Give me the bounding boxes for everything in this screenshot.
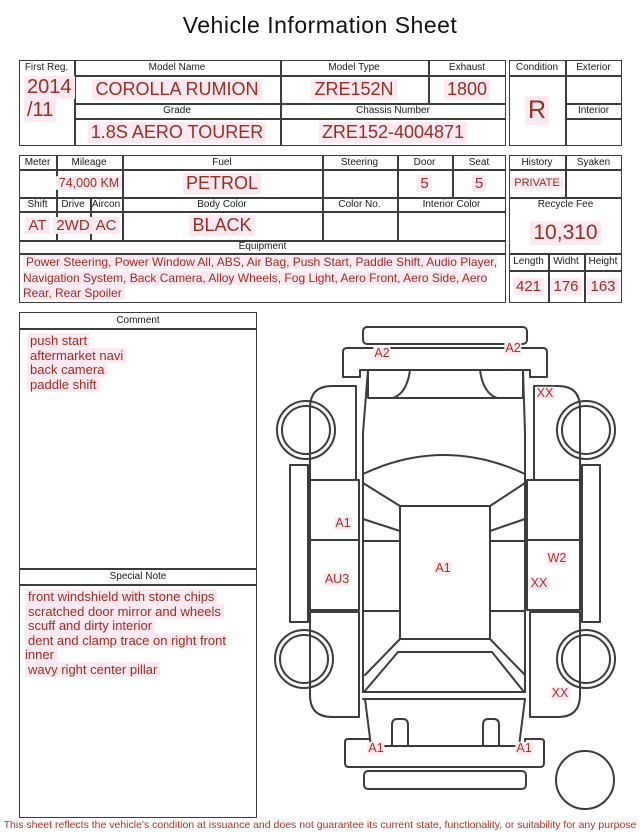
damage-label-roof: A1	[435, 560, 451, 575]
rear-fender-left	[310, 612, 359, 717]
front-wheel-left	[277, 401, 335, 459]
grid-line	[19, 328, 257, 330]
hood-arc-right	[480, 370, 497, 398]
drive-value: 2WD	[56, 211, 90, 240]
special-note-header: Special Note	[109, 570, 167, 582]
damage-label-front-bumper-left: A2	[374, 345, 390, 360]
front-wheel-right	[557, 401, 615, 459]
comment-line: push start	[27, 334, 249, 349]
first-reg-year: 2014	[24, 76, 75, 99]
comment-line: back camera	[27, 363, 249, 378]
damage-label-rear-door-right: XX	[530, 575, 548, 590]
comment-line: paddle shift	[27, 378, 249, 393]
recycle-fee-value: 10,310	[509, 212, 622, 253]
body-side-right	[523, 370, 525, 692]
rear-window	[364, 652, 524, 692]
steering-label: Steering	[340, 156, 379, 168]
condition-value: R	[509, 75, 565, 146]
fuel-value: PETROL	[122, 169, 322, 197]
car-damage-diagram	[270, 308, 638, 813]
special-note-line: front windshield with stone chips	[25, 590, 251, 605]
damage-label-rear-bumper-left: A1	[368, 740, 384, 755]
width-label: Widht	[553, 256, 579, 267]
body-side-left	[363, 370, 368, 692]
rear-deck-lines	[363, 692, 525, 699]
history-label: History	[521, 156, 553, 168]
damage-label-rear-door-right-upper: W2	[547, 550, 567, 565]
color-no-label: Color No.	[338, 198, 381, 210]
front-bumper-top	[363, 327, 527, 344]
seat-label: Seat	[468, 156, 490, 168]
rear-fender-right	[530, 612, 580, 717]
fuel-label: Fuel	[212, 156, 232, 168]
rear-bumper-bottom	[364, 771, 526, 789]
special-note-line: scuff and dirty interior	[25, 619, 251, 634]
rocker-panel-right	[582, 465, 600, 622]
grade-label: Grade	[163, 105, 191, 116]
footer-disclaimer: This sheet reflects the vehicle's condition at issuance and does not guarantee its current state, functionality, or suitability for any purpose	[3, 819, 637, 831]
model-type-value: ZRE152N	[280, 75, 428, 103]
special-note-lines	[25, 590, 251, 677]
mileage-value: 74,000 KM	[56, 169, 122, 197]
damage-label-front-fender-right: XX	[536, 385, 554, 400]
door-label: Door	[413, 156, 436, 168]
equipment-value: Power Steering, Power Window All, ABS, Air Bag, Push Start, Paddle Shift, Audio Player, Navigation System, Back Camera, Alloy Wheels, Fog Light, Aero Front, Aero Side, Aero Rear, Rear Spoiler	[23, 255, 497, 300]
exhaust-label: Exhaust	[448, 62, 486, 73]
history-value: PRIVATE	[509, 169, 565, 197]
interior-label: Interior	[577, 105, 610, 116]
rear-wheel-left	[275, 630, 333, 688]
height-value: 163	[584, 270, 622, 303]
damage-label-rear-bumper-right: A1	[516, 740, 532, 755]
equipment-label: Equipment	[238, 241, 287, 252]
first-reg-label: First Reg.	[24, 62, 69, 73]
model-name-value: COROLLA RUMION	[74, 75, 280, 103]
grid-line	[565, 118, 622, 120]
rear-wheel-left-rim	[280, 635, 328, 683]
shift-label: Shift	[27, 198, 48, 210]
front-wheel-right-rim	[562, 406, 610, 454]
exhaust-value: 1800	[428, 75, 506, 103]
model-name-label: Model Name	[148, 62, 206, 73]
c-pillars	[365, 639, 525, 675]
height-label: Height	[588, 256, 618, 267]
recycle-fee-label: Recycle Fee	[537, 199, 594, 210]
page-title: Vehicle Information Sheet	[182, 12, 458, 38]
front-wheel-left-rim	[282, 406, 330, 454]
chassis-number-label: Chassis Number	[356, 105, 430, 116]
front-door-right	[527, 480, 580, 540]
chassis-number-value: ZRE152-4004871	[280, 118, 506, 146]
dashboard-line	[363, 483, 525, 506]
interior-color-label: Interior Color	[422, 198, 481, 210]
hood-cowl	[368, 370, 523, 398]
condition-label: Condition	[515, 62, 559, 73]
damage-label-rear-fender-right: XX	[551, 685, 569, 700]
exterior-label: Exterior	[576, 62, 611, 73]
hood-arc-left	[393, 370, 410, 398]
side-window-dividers	[363, 541, 525, 611]
model-type-label: Model Type	[328, 62, 380, 73]
length-value: 421	[509, 270, 548, 303]
mileage-label: Mileage	[71, 156, 107, 168]
aircon-value: AC	[90, 211, 122, 240]
meter-label: Meter	[24, 156, 51, 168]
grid-line	[19, 584, 257, 586]
length-label: Length	[513, 256, 544, 267]
damage-label-front-bumper-right: A2	[505, 340, 521, 355]
front-fender-left	[310, 386, 356, 480]
spare-tire	[556, 751, 614, 809]
syaken-label: Syaken	[576, 156, 611, 168]
body-color-value: BLACK	[122, 211, 322, 240]
special-note-line: wavy right center pillar	[25, 663, 251, 678]
front-door-left	[310, 480, 359, 540]
rear-wheel-right	[557, 630, 615, 688]
grade-value: 1.8S AERO TOURER	[74, 118, 280, 146]
seat-value: 5	[452, 169, 506, 197]
body-color-label: Body Color	[197, 198, 247, 210]
damage-label-front-door-left: A1	[335, 515, 351, 530]
comment-lines	[27, 334, 249, 392]
rear-wheel-right-rim	[562, 635, 610, 683]
comment-header: Comment	[116, 314, 160, 326]
first-reg-month: /11	[24, 99, 56, 122]
first-reg-value	[21, 76, 75, 142]
damage-label-rear-door-left: AU3	[324, 571, 350, 586]
windshield-arc	[363, 455, 525, 474]
taillight-left	[392, 719, 408, 746]
aircon-label: Aircon	[91, 198, 121, 210]
special-note-line: scratched door mirror and wheels	[25, 605, 251, 620]
door-value: 5	[397, 169, 452, 197]
car-schematic	[270, 308, 638, 813]
rocker-panel-left	[290, 465, 308, 622]
taillight-right	[483, 719, 499, 746]
vent-window-lines	[363, 519, 525, 531]
special-note-line: dent and clamp trace on right front inner	[25, 632, 227, 662]
comment-line: aftermarket navi	[27, 349, 249, 364]
tailgate	[365, 699, 525, 746]
shift-value: AT	[19, 211, 56, 240]
drive-label: Drive	[61, 198, 85, 210]
width-value: 176	[548, 270, 584, 303]
